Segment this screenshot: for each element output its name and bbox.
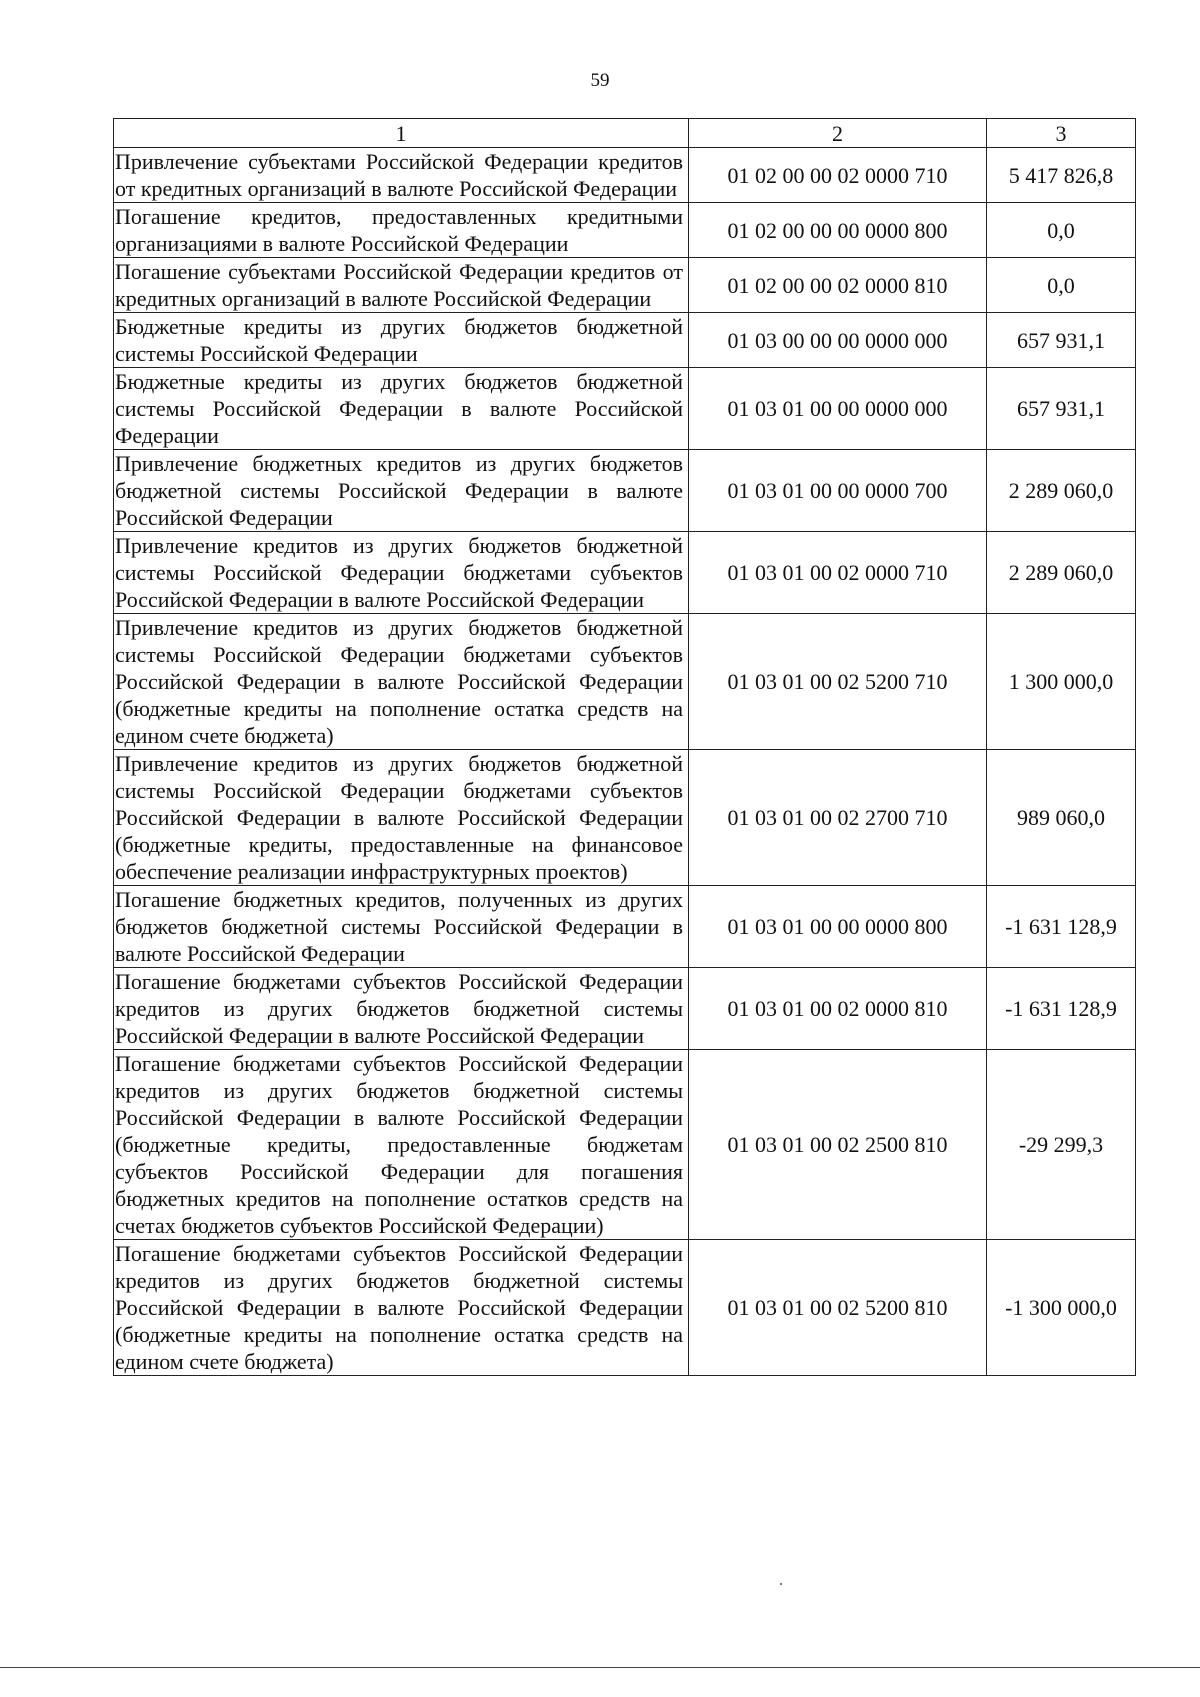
scan-speck: [780, 1583, 782, 1585]
row-amount: -29 299,3: [987, 1050, 1136, 1240]
row-amount: 1 300 000,0: [987, 614, 1136, 750]
row-name: Привлечение субъектами Российской Федерации кредитов от кредитных организаций в валюте Российской Федерации: [114, 148, 689, 203]
table-row: [114, 258, 1136, 313]
row-name: Погашение бюджетами субъектов Российской Федерации кредитов из других бюджетов бюджетной системы Российской Федерации в валюте Российской Федерации (бюджетные кредиты на пополнение остатка средств на едином счете бюджета): [114, 1240, 689, 1376]
row-name: Привлечение кредитов из других бюджетов бюджетной системы Российской Федерации бюджетами субъектов Российской Федерации в валюте Российской Федерации (бюджетные кредиты на пополнение остатка средств на едином счете бюджета): [114, 614, 689, 750]
row-name: Бюджетные кредиты из других бюджетов бюджетной системы Российской Федерации в валюте Российской Федерации: [114, 368, 689, 450]
row-name: Привлечение бюджетных кредитов из других бюджетов бюджетной системы Российской Федерации в валюте Российской Федерации: [114, 450, 689, 532]
table-row: [114, 1050, 1136, 1240]
row-code: 01 02 00 00 00 0000 800: [689, 203, 987, 258]
row-amount: 2 289 060,0: [987, 532, 1136, 614]
column-header-3: 3: [987, 119, 1136, 148]
table-row: [114, 313, 1136, 368]
row-amount: 0,0: [987, 258, 1136, 313]
row-code: 01 03 00 00 00 0000 000: [689, 313, 987, 368]
table-row: [114, 750, 1136, 886]
table-row: [114, 532, 1136, 614]
column-header-1: 1: [114, 119, 689, 148]
row-code: 01 03 01 00 02 2500 810: [689, 1050, 987, 1240]
table-row: [114, 614, 1136, 750]
row-amount: -1 631 128,9: [987, 886, 1136, 968]
table-row: [114, 1240, 1136, 1376]
row-name: Погашение субъектами Российской Федерации кредитов от кредитных организаций в валюте Российской Федерации: [114, 258, 689, 313]
row-code: 01 02 00 00 02 0000 810: [689, 258, 987, 313]
table-row: [114, 148, 1136, 203]
row-code: 01 03 01 00 02 5200 810: [689, 1240, 987, 1376]
row-amount: 657 931,1: [987, 313, 1136, 368]
table-row: [114, 368, 1136, 450]
row-code: 01 03 01 00 02 5200 710: [689, 614, 987, 750]
row-name: Привлечение кредитов из других бюджетов бюджетной системы Российской Федерации бюджетами субъектов Российской Федерации в валюте Российской Федерации (бюджетные кредиты, предоставленные на финансовое обеспечение реализации инфраструктурных проектов): [114, 750, 689, 886]
row-amount: 5 417 826,8: [987, 148, 1136, 203]
row-code: 01 03 01 00 02 2700 710: [689, 750, 987, 886]
row-amount: 0,0: [987, 203, 1136, 258]
row-code: 01 03 01 00 02 0000 810: [689, 968, 987, 1050]
row-name: Погашение кредитов, предоставленных кредитными организациями в валюте Российской Федерации: [114, 203, 689, 258]
row-name: Бюджетные кредиты из других бюджетов бюджетной системы Российской Федерации: [114, 313, 689, 368]
row-name: Погашение бюджетами субъектов Российской Федерации кредитов из других бюджетов бюджетной системы Российской Федерации в валюте Российской Федерации: [114, 968, 689, 1050]
table-header-row: [114, 119, 1136, 148]
row-code: 01 03 01 00 02 0000 710: [689, 532, 987, 614]
row-name: Погашение бюджетами субъектов Российской Федерации кредитов из других бюджетов бюджетной системы Российской Федерации в валюте Российской Федерации (бюджетные кредиты, предоставленные бюджетам субъектов Российской Федерации для погашения бюджетных кредитов на пополнение остатков средств на счетах бюджетов субъектов Российской Федерации): [114, 1050, 689, 1240]
table-row: [114, 968, 1136, 1050]
row-name: Погашение бюджетных кредитов, полученных из других бюджетов бюджетной системы Российской Федерации в валюте Российской Федерации: [114, 886, 689, 968]
table-row: [114, 203, 1136, 258]
row-amount: -1 300 000,0: [987, 1240, 1136, 1376]
row-amount: 2 289 060,0: [987, 450, 1136, 532]
table-row: [114, 886, 1136, 968]
row-name: Привлечение кредитов из других бюджетов бюджетной системы Российской Федерации бюджетами субъектов Российской Федерации в валюте Российской Федерации: [114, 532, 689, 614]
row-code: 01 03 01 00 00 0000 000: [689, 368, 987, 450]
row-code: 01 02 00 00 02 0000 710: [689, 148, 987, 203]
row-code: 01 03 01 00 00 0000 700: [689, 450, 987, 532]
budget-sources-table: [113, 118, 1136, 1376]
column-header-2: 2: [689, 119, 987, 148]
row-amount: 657 931,1: [987, 368, 1136, 450]
row-code: 01 03 01 00 00 0000 800: [689, 886, 987, 968]
row-amount: -1 631 128,9: [987, 968, 1136, 1050]
page-number: 59: [590, 70, 610, 91]
table-row: [114, 450, 1136, 532]
row-amount: 989 060,0: [987, 750, 1136, 886]
page-bottom-rule: [0, 1667, 1200, 1668]
